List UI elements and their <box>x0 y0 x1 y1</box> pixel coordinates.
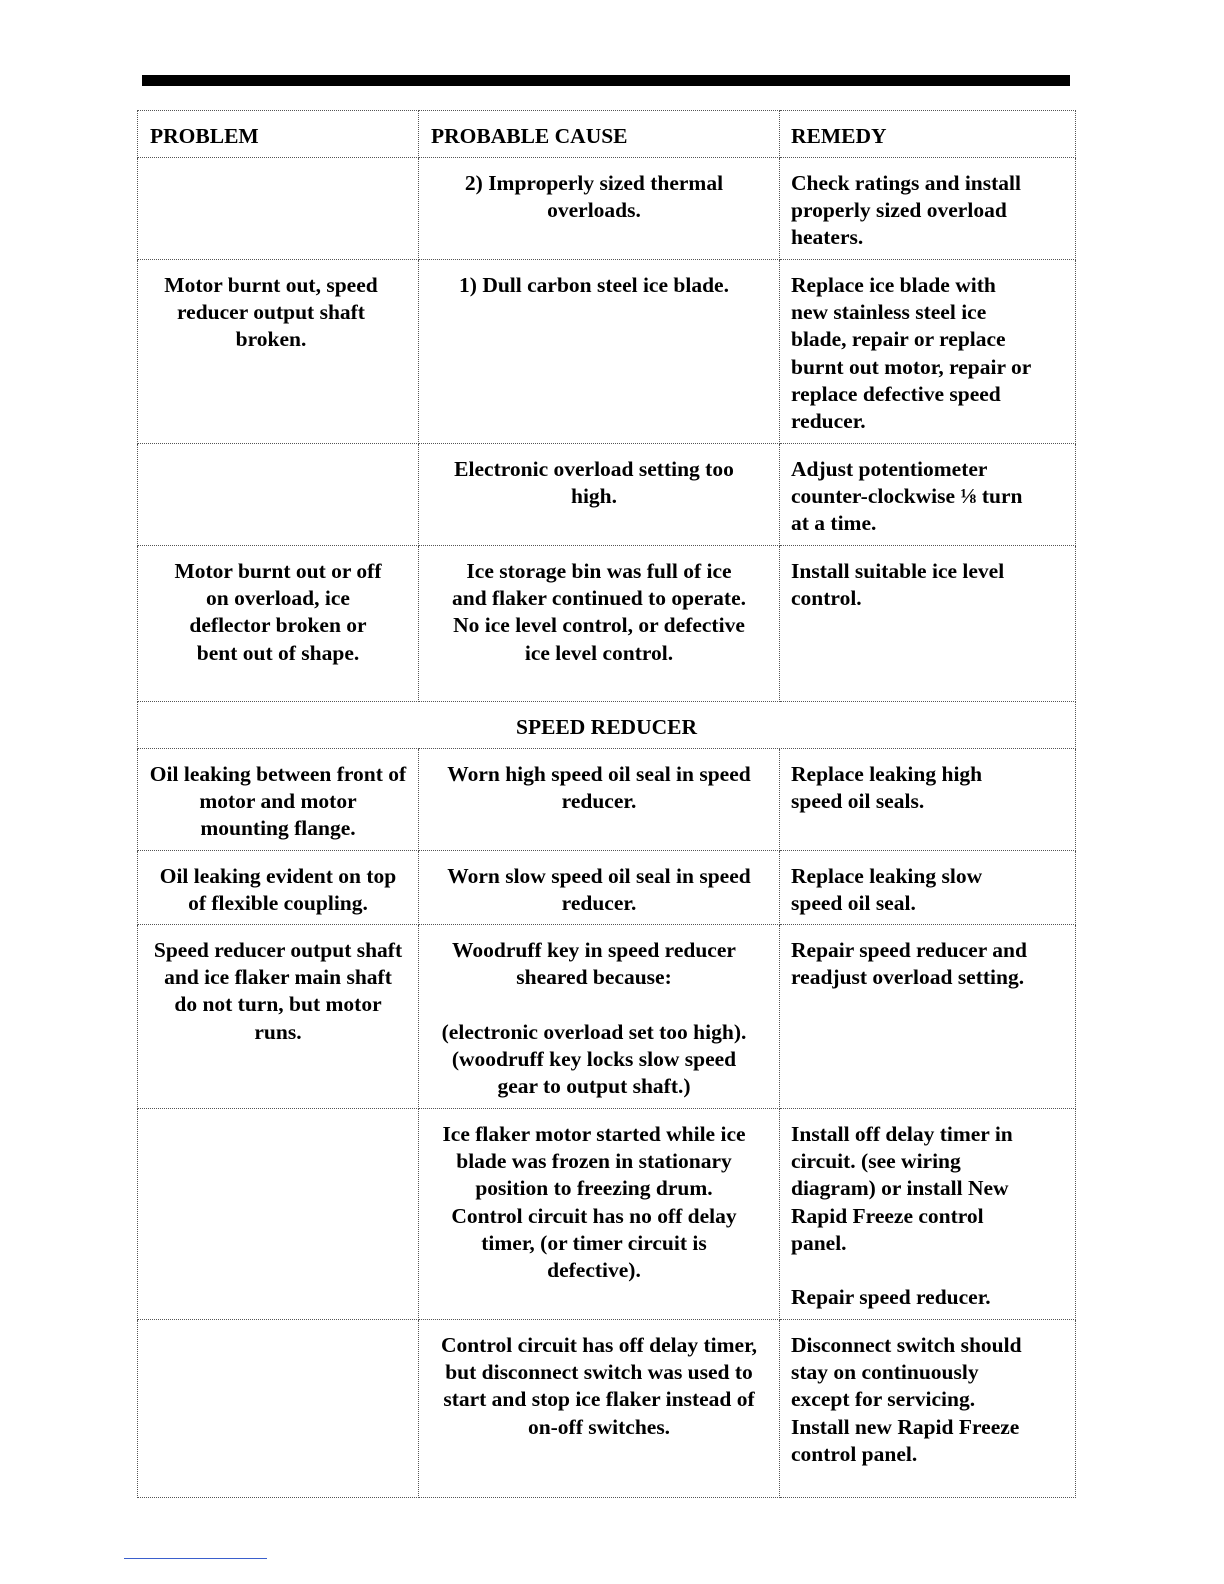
problem-text: Oil leaking evident on top of flexible coupling. <box>159 864 397 916</box>
cause-text: 2) Improperly sized thermal overloads. <box>464 171 724 223</box>
remedy-text: Adjust potentiometer counter-clockwise ⅛ turn at a time. <box>791 457 1023 536</box>
problem-cell <box>138 925 419 1109</box>
remedy-text: Replace leaking slow speed oil seal. <box>791 864 983 916</box>
cause-cell <box>419 546 780 702</box>
cause-text: Woodruff key in speed reducer sheared because: (electronic overload set too high). (woodruff key locks slow speed gear to output shaft.) <box>441 938 747 1099</box>
cause-cell <box>419 749 780 851</box>
cause-text: Electronic overload setting too high. <box>454 457 734 509</box>
problem-text: Motor burnt out or off on overload, ice deflector broken or bent out of shape. <box>174 559 382 665</box>
cause-cell <box>419 158 780 260</box>
table-row <box>138 749 1076 851</box>
remedy-cell <box>780 1109 1076 1320</box>
table-row <box>138 925 1076 1109</box>
table-row <box>138 1109 1076 1320</box>
remedy-cell <box>780 925 1076 1109</box>
problem-cell <box>138 546 419 702</box>
header-remedy: REMEDY <box>791 124 887 148</box>
cause-text: Ice flaker motor started while ice blade was frozen in stationary position to freezing drum. Control circuit has no off delay timer, (or timer circuit is defective). <box>442 1122 746 1283</box>
problem-cell <box>138 749 419 851</box>
table-row <box>138 546 1076 702</box>
remedy-cell <box>780 749 1076 851</box>
cause-cell <box>419 851 780 925</box>
table-header-row <box>138 111 1076 158</box>
header-cause-cell <box>419 111 780 158</box>
problem-cell <box>138 1320 419 1498</box>
cause-cell <box>419 444 780 546</box>
problem-text <box>138 1109 418 1121</box>
remedy-cell <box>780 158 1076 260</box>
problem-cell <box>138 851 419 925</box>
header-problem: PROBLEM <box>150 124 259 148</box>
problem-text: Oil leaking between front of motor and motor mounting flange. <box>149 762 407 841</box>
cause-text: Worn high speed oil seal in speed reducer. <box>447 762 751 814</box>
problem-cell <box>138 1109 419 1320</box>
problem-text <box>138 158 418 170</box>
cause-text: 1) Dull carbon steel ice blade. <box>459 273 729 297</box>
section-row <box>138 702 1076 749</box>
remedy-cell <box>780 851 1076 925</box>
remedy-text: Repair speed reducer and readjust overload setting. <box>791 938 1027 990</box>
remedy-cell <box>780 546 1076 702</box>
cause-cell <box>419 1320 780 1498</box>
troubleshooting-table <box>137 110 1076 1498</box>
table-row <box>138 158 1076 260</box>
cause-text: Ice storage bin was full of ice and flaker continued to operate. No ice level control, or defective ice level control. <box>451 559 747 665</box>
cause-cell <box>419 1109 780 1320</box>
table-row <box>138 851 1076 925</box>
cause-cell <box>419 260 780 444</box>
remedy-text: Install suitable ice level control. <box>791 559 1005 611</box>
remedy-text: Replace ice blade with new stainless steel ice blade, repair or replace burnt out motor, repair or replace defective speed reducer. <box>791 273 1032 434</box>
remedy-text: Check ratings and install properly sized overload heaters. <box>791 171 1021 250</box>
cause-cell <box>419 925 780 1109</box>
header-problem-cell <box>138 111 419 158</box>
problem-text <box>138 1320 418 1332</box>
section-cell <box>138 702 1076 749</box>
problem-cell <box>138 158 419 260</box>
top-heavy-rule <box>142 75 1070 86</box>
cause-text: Control circuit has off delay timer, but disconnect switch was used to start and stop ice flaker instead of on-off switches. <box>440 1333 758 1439</box>
cause-text: Worn slow speed oil seal in speed reducer. <box>447 864 751 916</box>
problem-cell <box>138 260 419 444</box>
section-title-speed-reducer: SPEED REDUCER <box>516 715 697 739</box>
remedy-text: Install off delay timer in circuit. (see wiring diagram) or install New Rapid Freeze control panel. Repair speed reducer. <box>791 1122 1013 1310</box>
remedy-cell <box>780 1320 1076 1498</box>
problem-text: Motor burnt out, speed reducer output shaft broken. <box>164 273 378 352</box>
footnote-separator <box>124 1558 267 1559</box>
table-row <box>138 260 1076 444</box>
problem-cell <box>138 444 419 546</box>
remedy-text: Disconnect switch should stay on continuously except for servicing. Install new Rapid Freeze control panel. <box>791 1333 1022 1466</box>
header-remedy-cell <box>780 111 1076 158</box>
table-row <box>138 444 1076 546</box>
table-row <box>138 1320 1076 1498</box>
problem-text <box>138 444 418 456</box>
header-probable-cause: PROBABLE CAUSE <box>431 124 628 148</box>
remedy-text: Replace leaking high speed oil seals. <box>791 762 983 814</box>
remedy-cell <box>780 260 1076 444</box>
problem-text: Speed reducer output shaft and ice flaker main shaft do not turn, but motor runs. <box>153 938 403 1044</box>
remedy-cell <box>780 444 1076 546</box>
